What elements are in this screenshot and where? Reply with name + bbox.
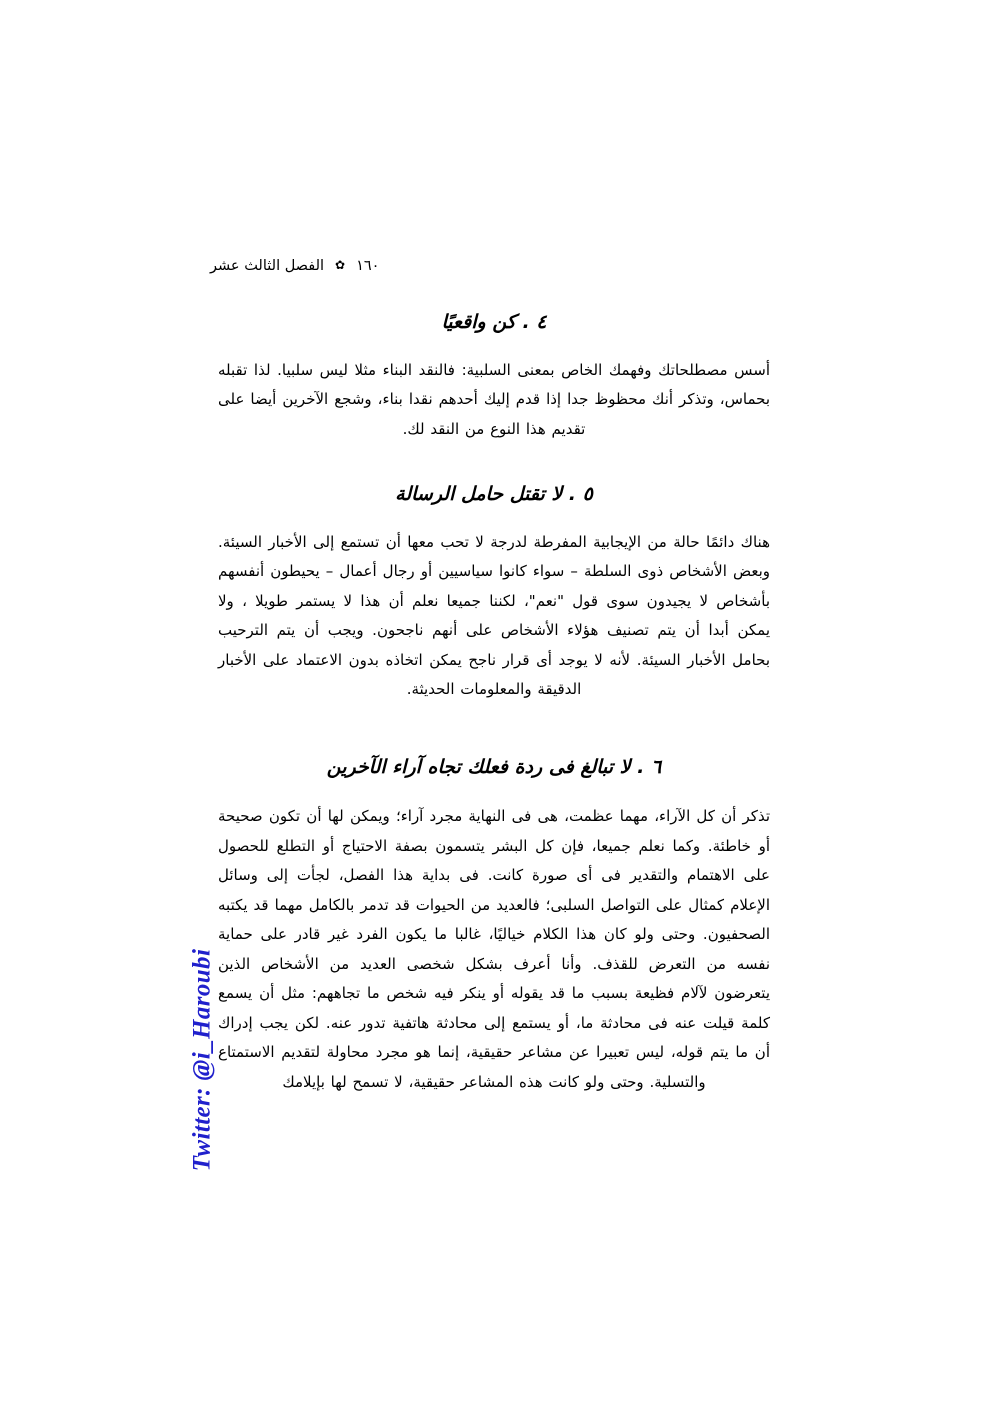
chapter-title: الفصل الثالث عشر: [210, 258, 325, 274]
page-content: [218, 300, 770, 1097]
section-6-heading: ٦ . لا تبالغ فى ردة فعلك تجاه آراء الآخرين: [326, 755, 662, 778]
section-6: [218, 755, 770, 781]
section-5: [218, 482, 770, 508]
section-5-paragraph: هناك دائمًا حالة من الإيجابية المفرطة لدرجة لا تحب معها أن تستمع إلى الأخبار السيئة. وبعض الأشخاص ذوى السلطة – سواء كانوا سياسيين أو رجال أعمال – يحيطون أنفسهم بأشخاص لا يجيدون سوى قول "نعم"، لكننا جميعا نعلم أن هذا لا يستمر طويلا ، ولا يمكن أبدا أن يتم تصنيف هؤلاء الأشخاص على أنهم ناجحون. ويجب أن يتم الترحيب بحامل الأخبار السيئة. لأنه لا يوجد أى قرار ناجح يمكن اتخاذه بدون الاعتماد على الأخبار الدقيقة والمعلومات الحديثة.: [218, 532, 770, 699]
section-4-paragraph: أسس مصطلحاتك وفهمك الخاص بمعنى السلبية: فالنقد البناء مثلا ليس سلبيا. لذا تقبله بحماس، وتذكر أنك محظوظ جدا إذا قدم إليك أحدهم نقدا بناء، وشجع الآخرين أيضا على تقديم هذا النوع من النقد لك.: [218, 360, 770, 438]
ornament-icon: ✿: [335, 258, 346, 272]
twitter-watermark: [182, 940, 222, 1180]
section-4: [218, 310, 770, 336]
page-number: ١٦٠: [356, 258, 380, 274]
section-5-heading: ٥ . لا تقتل حامل الرسالة: [395, 483, 593, 506]
running-header: [210, 258, 770, 274]
section-6-paragraph: تذكر أن كل الآراء، مهما عظمت، هى فى النهاية مجرد آراء؛ ويمكن لها أن تكون صحيحة أو خاطئة. وكما نعلم جميعا، فإن كل البشر يتسمون بصفة الاحتياج أو التطلع للحصول على الاهتمام والتقدير فى أى صورة كانت. فى بداية هذا الفصل، لجأت إلى وسائل الإعلام كمثال على التواصل السلبى؛ فالعديد من الحيوات قد تدمر بالكامل مهما قد يكتبه الصحفيون. وحتى ولو كان هذا الكلام خياليًا، غالبا ما يكون الفرد غير قادر على حماية نفسه من التعرض للقذف. وأنا أعرف بشكل شخصى العديد من الأشخاص الذين يتعرضون لآلام فظيعة بسبب ما قد يقوله أو ينكر فيه شخص ما تجاههم: مثل أن يسمع كلمة قيلت عنه فى محادثة ما، أو يستمع إلى محادثة هاتفية تدور عنه. لكن يجب إدراك أن ما يتم قوله، ليس تعبيرا عن مشاعر حقيقية، إنما هو مجرد محاولة لتقديم الاستمتاع والتسلية. وحتى ولو كانت هذه المشاعر حقيقية، لا تسمح لها بإيلامك: [218, 807, 770, 1091]
twitter-watermark-text: Twitter: @i_Haroubi: [187, 948, 215, 1172]
section-4-heading: ٤ . كن واقعيًا: [441, 311, 547, 333]
running-header-inner: [210, 258, 379, 274]
